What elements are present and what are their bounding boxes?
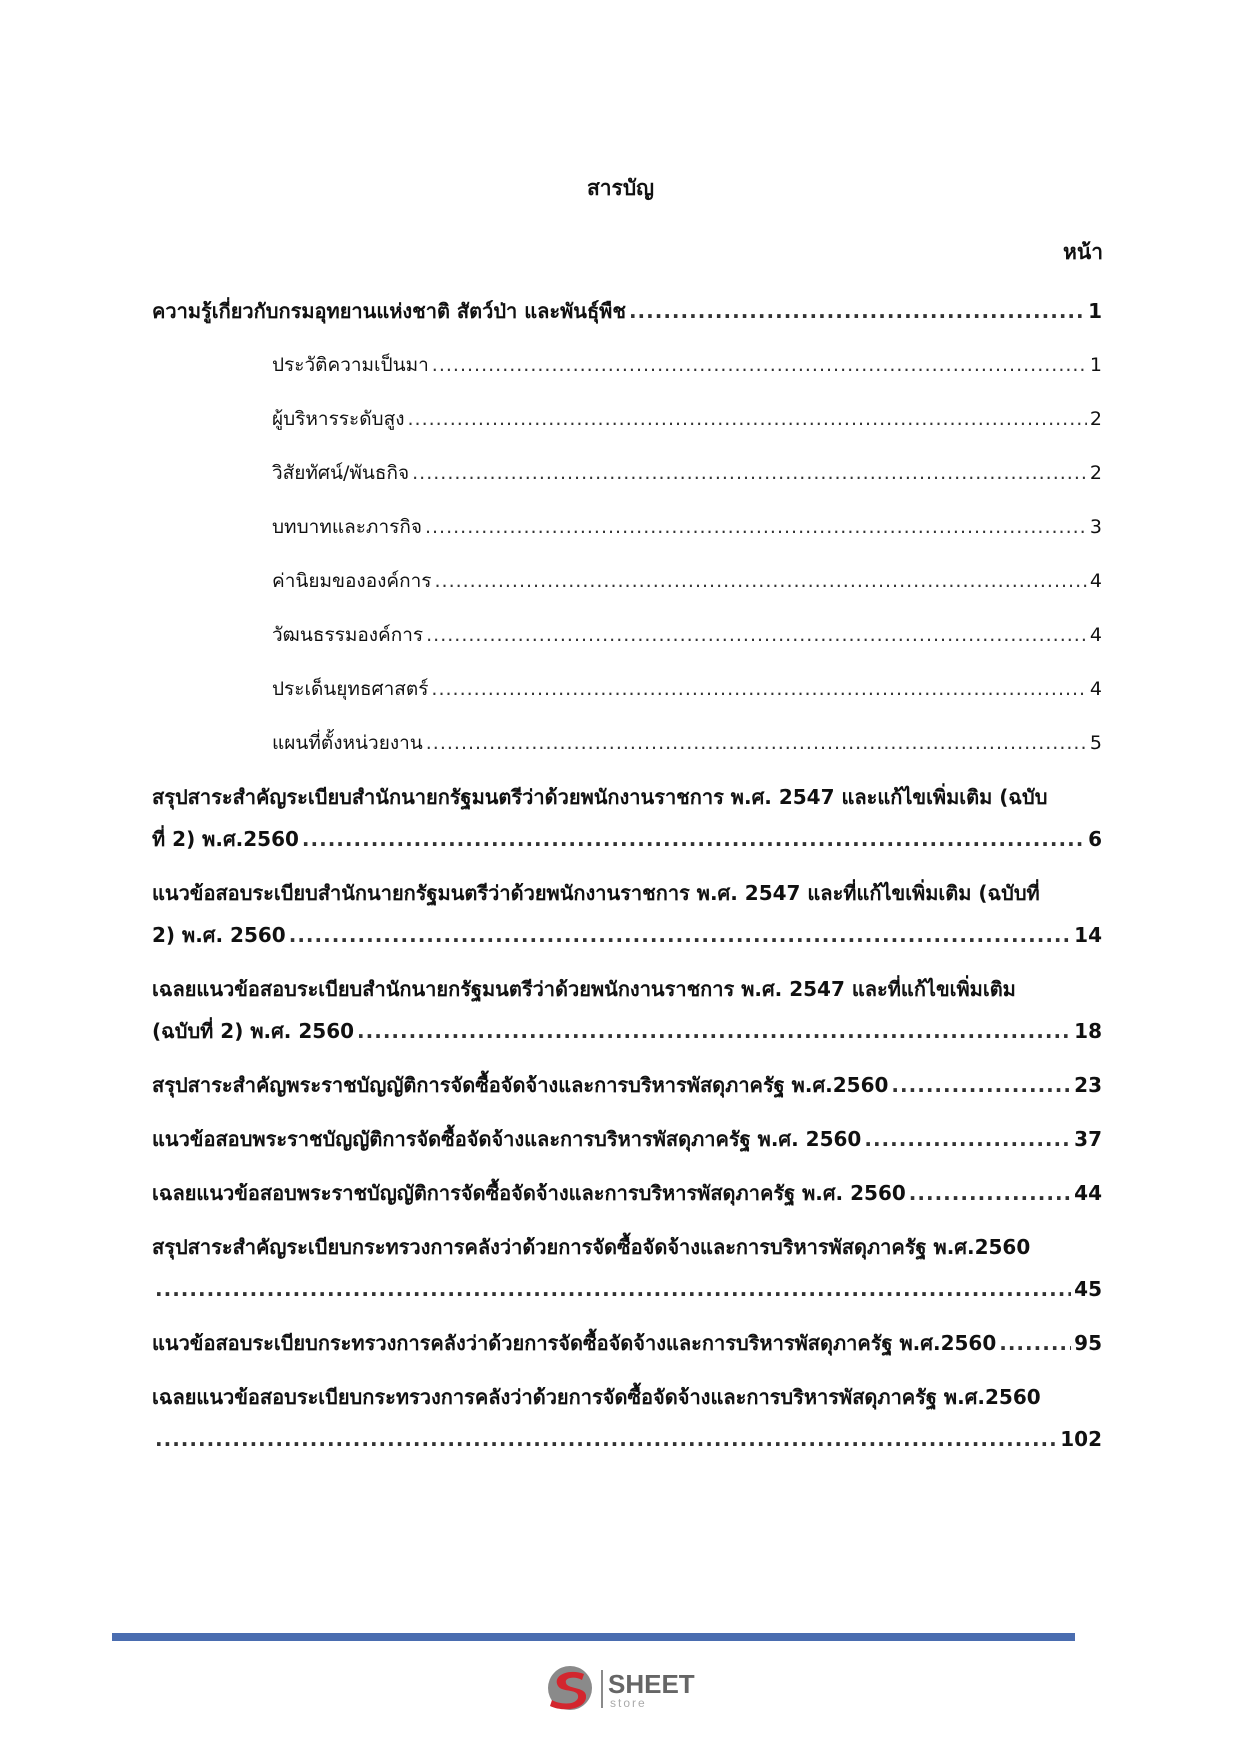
dot-leader (155, 1268, 1071, 1310)
toc-page-number: 3 (1089, 516, 1102, 538)
toc-entry-text: บทบาทและภารกิจ (272, 516, 422, 538)
toc-line (272, 614, 1102, 656)
dot-leader (155, 1418, 1057, 1460)
toc-entry-text: ค่านิยมขององค์การ (272, 570, 432, 592)
toc-entry-minor (152, 344, 1102, 386)
page-column-label: หน้า (1063, 240, 1103, 264)
toc-line (152, 914, 1102, 956)
toc-page-number: 2 (1089, 462, 1102, 484)
toc-page-number: 5 (1089, 732, 1102, 754)
toc-entry-major (152, 776, 1102, 860)
toc-line (272, 722, 1102, 764)
toc-page-number: 6 (1088, 827, 1102, 851)
toc-entry-major (152, 1322, 1102, 1364)
toc-entry-text: สรุปสาระสำคัญระเบียบกระทรวงการคลังว่าด้วยการจัดซื้อจัดจ้างและการบริหารพัสดุภาครัฐ พ.ศ.2560 (152, 1235, 1031, 1259)
toc-line (152, 968, 1102, 1010)
toc-entry-major (152, 968, 1102, 1052)
toc-entry-text: แนวข้อสอบระเบียบสำนักนายกรัฐมนตรีว่าด้วยพนักงานราชการ พ.ศ. 2547 และที่แก้ไขเพิ่มเติม (ฉบับที่ (152, 881, 1040, 905)
dot-leader (629, 290, 1085, 332)
toc-entry-text: ประเด็นยุทธศาสตร์ (272, 678, 429, 700)
toc-line (152, 1418, 1102, 1460)
dot-leader (431, 668, 1086, 710)
toc-entry-minor (152, 614, 1102, 656)
toc-page-number: 23 (1074, 1073, 1102, 1097)
toc-page-number: 18 (1074, 1019, 1102, 1043)
toc-entry-text: ประวัติความเป็นมา (272, 354, 429, 376)
toc-line (272, 560, 1102, 602)
toc-page-number: 95 (1074, 1331, 1102, 1355)
toc-page-number: 14 (1074, 923, 1102, 947)
table-of-contents (152, 290, 1102, 1472)
toc-page-number: 4 (1089, 678, 1102, 700)
page-title: สารบัญ (586, 176, 655, 200)
toc-line (272, 668, 1102, 710)
toc-entry-text: วิสัยทัศน์/พันธกิจ (272, 462, 410, 484)
dot-leader (289, 914, 1071, 956)
footer-bar (112, 1633, 1075, 1641)
toc-entry-minor (152, 722, 1102, 764)
toc-line (152, 1118, 1102, 1160)
toc-line (272, 452, 1102, 494)
toc-entry-major (152, 1172, 1102, 1214)
toc-entry-minor (152, 506, 1102, 548)
toc-entry-major (152, 1376, 1102, 1460)
logo-mark-icon (548, 1666, 592, 1710)
toc-entry-text: เฉลยแนวข้อสอบระเบียบกระทรวงการคลังว่าด้วยการจัดซื้อจัดจ้างและการบริหารพัสดุภาครัฐ พ.ศ.2560 (152, 1385, 1041, 1409)
toc-line (272, 344, 1102, 386)
toc-entry-major (152, 290, 1102, 332)
toc-entry-major (152, 1118, 1102, 1160)
toc-page-number: 4 (1089, 624, 1102, 646)
toc-entry-text: 2) พ.ศ. 2560 (152, 923, 286, 947)
toc-page-number: 4 (1089, 570, 1102, 592)
dot-leader (407, 398, 1086, 440)
dot-leader (412, 452, 1087, 494)
logo-text: SHEET (608, 1669, 695, 1699)
dot-leader (434, 560, 1086, 602)
toc-entry-text: แนวข้อสอบพระราชบัญญัติการจัดซื้อจัดจ้างและการบริหารพัสดุภาครัฐ พ.ศ. 2560 (152, 1127, 862, 1151)
dot-leader (864, 1118, 1071, 1160)
toc-line (152, 1268, 1102, 1310)
toc-page-number: 45 (1074, 1277, 1102, 1301)
toc-page-number: 1 (1089, 354, 1102, 376)
toc-line (152, 1226, 1102, 1268)
toc-entry-text: เฉลยแนวข้อสอบพระราชบัญญัติการจัดซื้อจัดจ้างและการบริหารพัสดุภาครัฐ พ.ศ. 2560 (152, 1181, 906, 1205)
toc-line (152, 1010, 1102, 1052)
dot-leader (357, 1010, 1071, 1052)
toc-line (152, 290, 1102, 332)
dot-leader (891, 1064, 1071, 1106)
dot-leader (426, 722, 1087, 764)
toc-entry-text: ที่ 2) พ.ศ.2560 (152, 827, 299, 851)
toc-line (152, 776, 1102, 818)
toc-entry-text: ความรู้เกี่ยวกับกรมอุทยานแห่งชาติ สัตว์ป่า และพันธุ์พืช (152, 299, 626, 323)
toc-entry-minor (152, 398, 1102, 440)
dot-leader (909, 1172, 1071, 1214)
toc-entry-major (152, 872, 1102, 956)
dot-leader (425, 506, 1087, 548)
toc-line (152, 872, 1102, 914)
toc-line (272, 398, 1102, 440)
toc-entry-minor (152, 668, 1102, 710)
dot-leader (426, 614, 1087, 656)
toc-line (152, 1376, 1102, 1418)
toc-entry-major (152, 1226, 1102, 1310)
toc-line (152, 1064, 1102, 1106)
toc-entry-text: แนวข้อสอบระเบียบกระทรวงการคลังว่าด้วยการจัดซื้อจัดจ้างและการบริหารพัสดุภาครัฐ พ.ศ.2560 (152, 1331, 997, 1355)
toc-entry-text: ผู้บริหารระดับสูง (272, 408, 405, 430)
toc-page-number: 102 (1060, 1427, 1102, 1451)
toc-entry-text: แผนที่ตั้งหน่วยงาน (272, 732, 423, 754)
toc-entry-text: สรุปสาระสำคัญระเบียบสำนักนายกรัฐมนตรีว่าด้วยพนักงานราชการ พ.ศ. 2547 และแก้ไขเพิ่มเติม (ฉบับ (152, 785, 1048, 809)
toc-line (272, 506, 1102, 548)
toc-page-number: 37 (1074, 1127, 1102, 1151)
toc-entry-text: เฉลยแนวข้อสอบระเบียบสำนักนายกรัฐมนตรีว่าด้วยพนักงานราชการ พ.ศ. 2547 และที่แก้ไขเพิ่มเติม (152, 977, 1016, 1001)
toc-line (152, 1322, 1102, 1364)
logo-subtext: store (610, 1696, 647, 1710)
toc-entry-minor (152, 560, 1102, 602)
toc-line (152, 818, 1102, 860)
sheet-store-logo (544, 1660, 714, 1716)
toc-entry-major (152, 1064, 1102, 1106)
toc-entry-minor (152, 452, 1102, 494)
toc-page-number: 2 (1089, 408, 1102, 430)
toc-line (152, 1172, 1102, 1214)
toc-entry-text: วัฒนธรรมองค์การ (272, 624, 424, 646)
dot-leader (302, 818, 1085, 860)
toc-entry-text: สรุปสาระสำคัญพระราชบัญญัติการจัดซื้อจัดจ้างและการบริหารพัสดุภาครัฐ พ.ศ.2560 (152, 1073, 889, 1097)
dot-leader (432, 344, 1087, 386)
toc-page-number: 44 (1074, 1181, 1102, 1205)
dot-leader (999, 1322, 1071, 1364)
toc-page-number: 1 (1088, 299, 1102, 323)
toc-entry-text: (ฉบับที่ 2) พ.ศ. 2560 (152, 1019, 355, 1043)
